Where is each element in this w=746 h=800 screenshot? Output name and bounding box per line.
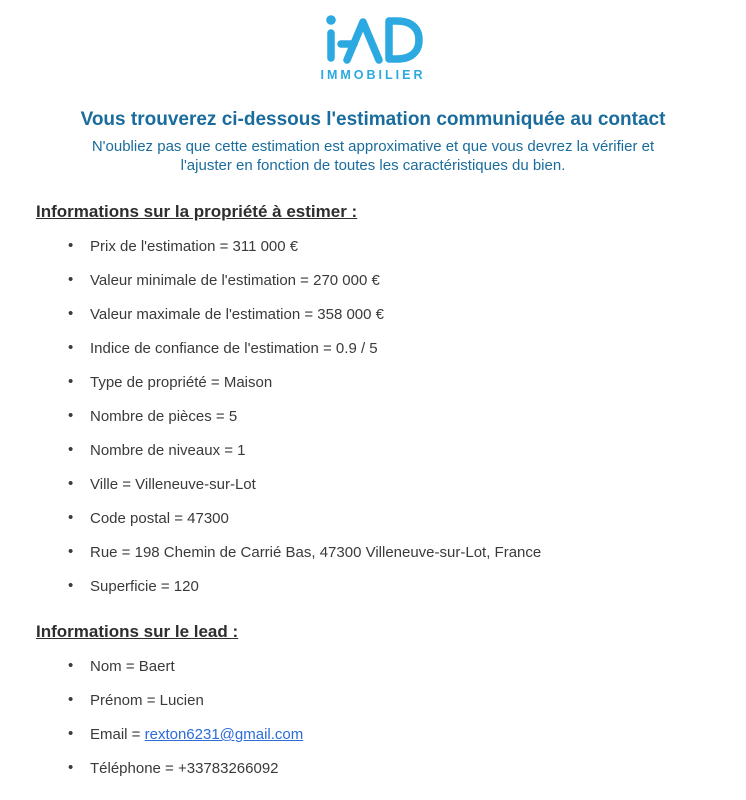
logo-subtitle: IMMOBILIER — [320, 68, 426, 82]
logo-block — [0, 10, 746, 82]
list-item-email — [68, 727, 746, 743]
lead-section-heading: Informations sur le lead : — [36, 622, 239, 641]
list-item: • Rue = 198 Chemin de Carrié Bas, 47300 Villeneuve-sur-Lot, France — [68, 545, 746, 561]
list-item: • Nombre de pièces = 5 — [68, 409, 746, 425]
list-item: • Prix de l'estimation = 311 000 € — [68, 239, 746, 255]
list-item: • Code postal = 47300 — [68, 511, 746, 527]
property-section-heading: Informations sur la propriété à estimer : — [36, 202, 358, 221]
iad-logo-icon — [317, 10, 429, 66]
email-link[interactable]: rexton6231@gmail.com — [144, 726, 304, 743]
list-item: • Superficie = 120 — [68, 579, 746, 595]
list-item: • Téléphone = +33783266092 — [68, 761, 746, 777]
lead-list — [36, 659, 746, 777]
page-subtitle: N'oubliez pas que cette estimation est approximative et que vous devrez la vérifier et l'ajuster en fonction de toutes les caractéristiques du bien. — [91, 138, 655, 174]
list-item: • Nombre de niveaux = 1 — [68, 443, 746, 459]
property-section — [36, 202, 746, 595]
list-item: • Ville = Villeneuve-sur-Lot — [68, 477, 746, 493]
list-item: • Prénom = Lucien — [68, 693, 746, 709]
list-item: • Type de propriété = Maison — [68, 375, 746, 391]
email-label: Email = — [90, 726, 145, 743]
property-list — [36, 239, 746, 595]
lead-section — [36, 622, 746, 777]
list-item: • Valeur minimale de l'estimation = 270 000 € — [68, 273, 746, 289]
list-item: • Indice de confiance de l'estimation = 0.9 / 5 — [68, 341, 746, 357]
list-item: • Nom = Baert — [68, 659, 746, 675]
list-item: • Valeur maximale de l'estimation = 358 000 € — [68, 307, 746, 323]
page-title: Vous trouverez ci-dessous l'estimation communiquée au contact — [80, 109, 666, 130]
